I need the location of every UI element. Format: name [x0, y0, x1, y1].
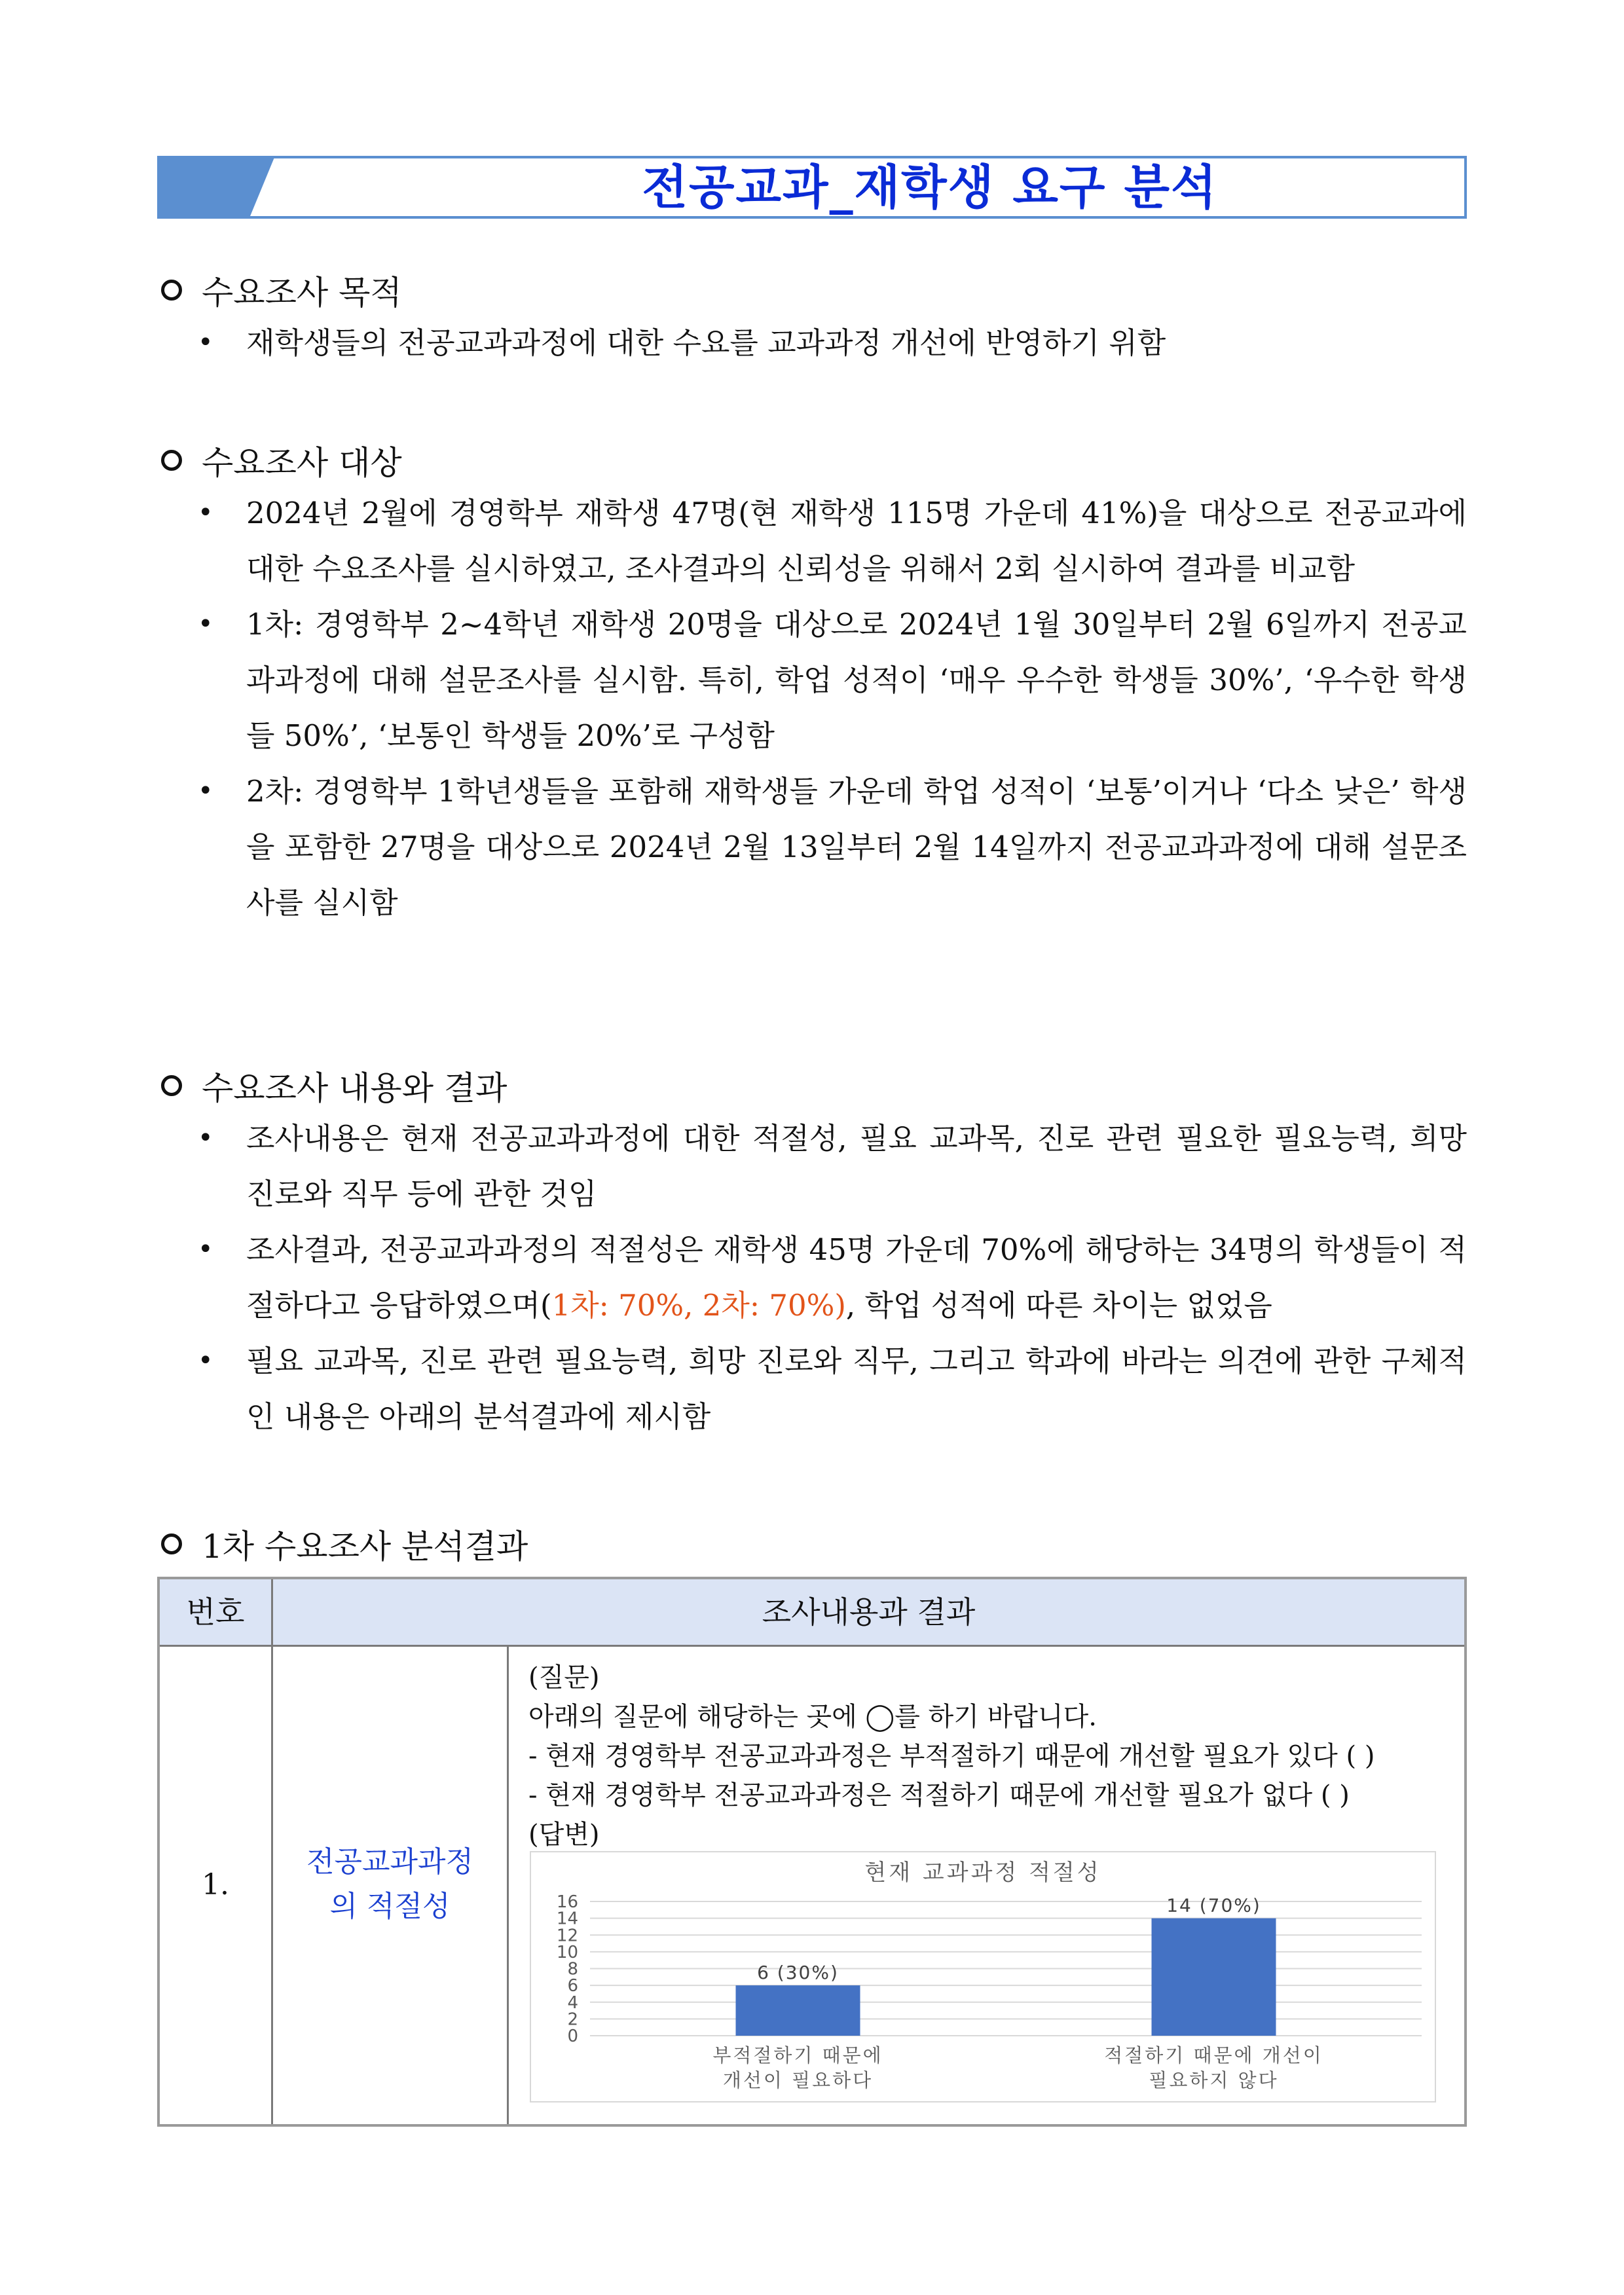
list-item: • 재학생들의 전공교과과정에 대한 수요를 교과과정 개선에 반영하기 위함	[157, 315, 1467, 371]
page-title: 전공교과_재학생 요구 분석	[642, 160, 1218, 215]
row-topic: 전공교과과정 의 적절성	[306, 1845, 474, 1923]
header-content: 조사내용과 결과	[762, 1594, 976, 1630]
adequacy-chart	[530, 1851, 1436, 2102]
bullet-dot-icon: •	[198, 1234, 213, 1264]
list-item: • 조사결과, 전공교과과정의 적절성은 재학생 45명 가운데 70%에 해당하는 34명의 학생들이 적절하다고 응답하였으며(1차: 70%, 2차: 70%), 학업 성적에 따른 차이는 없었음	[157, 1222, 1467, 1333]
data-label: 6 (30%)	[757, 1962, 839, 1984]
title-accent-tab	[157, 156, 275, 219]
answer-label: (답변)	[528, 1820, 600, 1850]
section-content-results	[157, 1061, 1467, 1444]
y-tick-label: 14	[556, 1909, 578, 1929]
bullet-dot-icon: •	[198, 327, 213, 358]
section-heading-text: 수요조사 내용와 결과	[202, 1069, 507, 1107]
question-label: (질문)	[528, 1662, 600, 1693]
circle-bullet-icon	[161, 1075, 182, 1096]
circle-bullet-icon	[161, 280, 182, 301]
x-tick-label: 개선이 필요하다	[722, 2069, 874, 2091]
data-label: 14 (70%)	[1166, 1894, 1261, 1917]
table-header-row	[160, 1579, 1464, 1647]
chart-title: 현재 교과과정 적절성	[864, 1860, 1101, 1886]
x-tick-label: 필요하지 않다	[1149, 2069, 1279, 2091]
section-heading-text: 수요조사 대상	[202, 444, 402, 482]
y-tick-label: 16	[556, 1892, 578, 1912]
bullet-dot-icon: •	[198, 1123, 213, 1153]
section-first-survey	[157, 1519, 1467, 1569]
title-banner	[157, 156, 1467, 219]
question-instruction: 아래의 질문에 해당하는 곳에 ◯를 하기 바랍니다.	[528, 1702, 1097, 1732]
circle-bullet-icon	[161, 1533, 182, 1554]
section-heading	[157, 265, 1467, 315]
y-tick-label: 6	[567, 1976, 578, 1996]
list-item: • 조사내용은 현재 전공교과과정에 대한 적절성, 필요 교과목, 진로 관련 필요한 필요능력, 희망 진로와 직무 등에 관한 것임	[157, 1111, 1467, 1222]
row-number: 1.	[202, 1867, 229, 1901]
list-item: • 1차: 경영학부 2~4학년 재학생 20명을 대상으로 2024년 1월 30일부터 2월 6일까지 전공교과과정에 대해 설문조사를 실시함. 특히, 학업 성적이 ‘매우 우수한 학생들 30%’, ‘우수한 학생들 50%’, ‘보통인 학생들 20%’로 구성함	[157, 597, 1467, 763]
section-target	[157, 435, 1467, 930]
bullet-dot-icon: •	[198, 1346, 213, 1376]
section-heading	[157, 435, 1467, 485]
bar	[1152, 1919, 1276, 2036]
header-number: 번호	[186, 1594, 245, 1630]
y-tick-label: 0	[567, 2027, 578, 2046]
list-item: • 필요 교과목, 진로 관련 필요능력, 희망 진로와 직무, 그리고 학과에 바라는 의견에 관한 구체적인 내용은 아래의 분석결과에 제시함	[157, 1333, 1467, 1444]
x-tick-label: 적절하기 때문에 개선이	[1104, 2044, 1323, 2066]
section-heading-text: 1차 수요조사 분석결과	[202, 1528, 528, 1566]
y-tick-label: 4	[567, 1992, 578, 2013]
bullet-dot-icon: •	[198, 776, 213, 806]
bullet-dot-icon: •	[198, 498, 213, 528]
bullet-dot-icon: •	[198, 609, 213, 639]
list-item: • 2차: 경영학부 1학년생들을 포함해 재학생들 가운데 학업 성적이 ‘보통’이거나 ‘다소 낮은’ 학생을 포함한 27명을 대상으로 2024년 2월 13일부터 2월 14일까지 전공교과과정에 대해 설문조사를 실시함	[157, 763, 1467, 930]
y-tick-label: 2	[567, 2010, 578, 2030]
bar	[736, 1985, 860, 2036]
bar-chart-svg	[531, 1852, 1435, 2101]
section-heading-text: 수요조사 목적	[202, 274, 402, 312]
y-tick-label: 12	[556, 1926, 578, 1946]
section-heading	[157, 1061, 1467, 1111]
section-heading	[157, 1519, 1467, 1569]
list-item: • 2024년 2월에 경영학부 재학생 47명(현 재학생 115명 가운데 41%)을 대상으로 전공교과에 대한 수요조사를 실시하였고, 조사결과의 신뢰성을 위해서 2회 실시하여 결과를 비교함	[157, 485, 1467, 597]
section-purpose	[157, 265, 1467, 371]
circle-bullet-icon	[161, 450, 182, 471]
row-body	[509, 1645, 1464, 2124]
y-tick-label: 10	[556, 1942, 578, 1962]
y-tick-label: 8	[567, 1959, 578, 1979]
results-table	[157, 1577, 1467, 2127]
question-option-1: - 현재 경영학부 전공교과과정은 부적절하기 때문에 개선할 필요가 있다 ( )	[528, 1741, 1375, 1771]
highlight-percentages: 1차: 70%, 2차: 70%)	[551, 1288, 846, 1323]
question-option-2: - 현재 경영학부 전공교과과정은 적절하기 때문에 개선할 필요가 없다 ( )	[528, 1780, 1350, 1810]
x-tick-label: 부적절하기 때문에	[712, 2044, 883, 2066]
